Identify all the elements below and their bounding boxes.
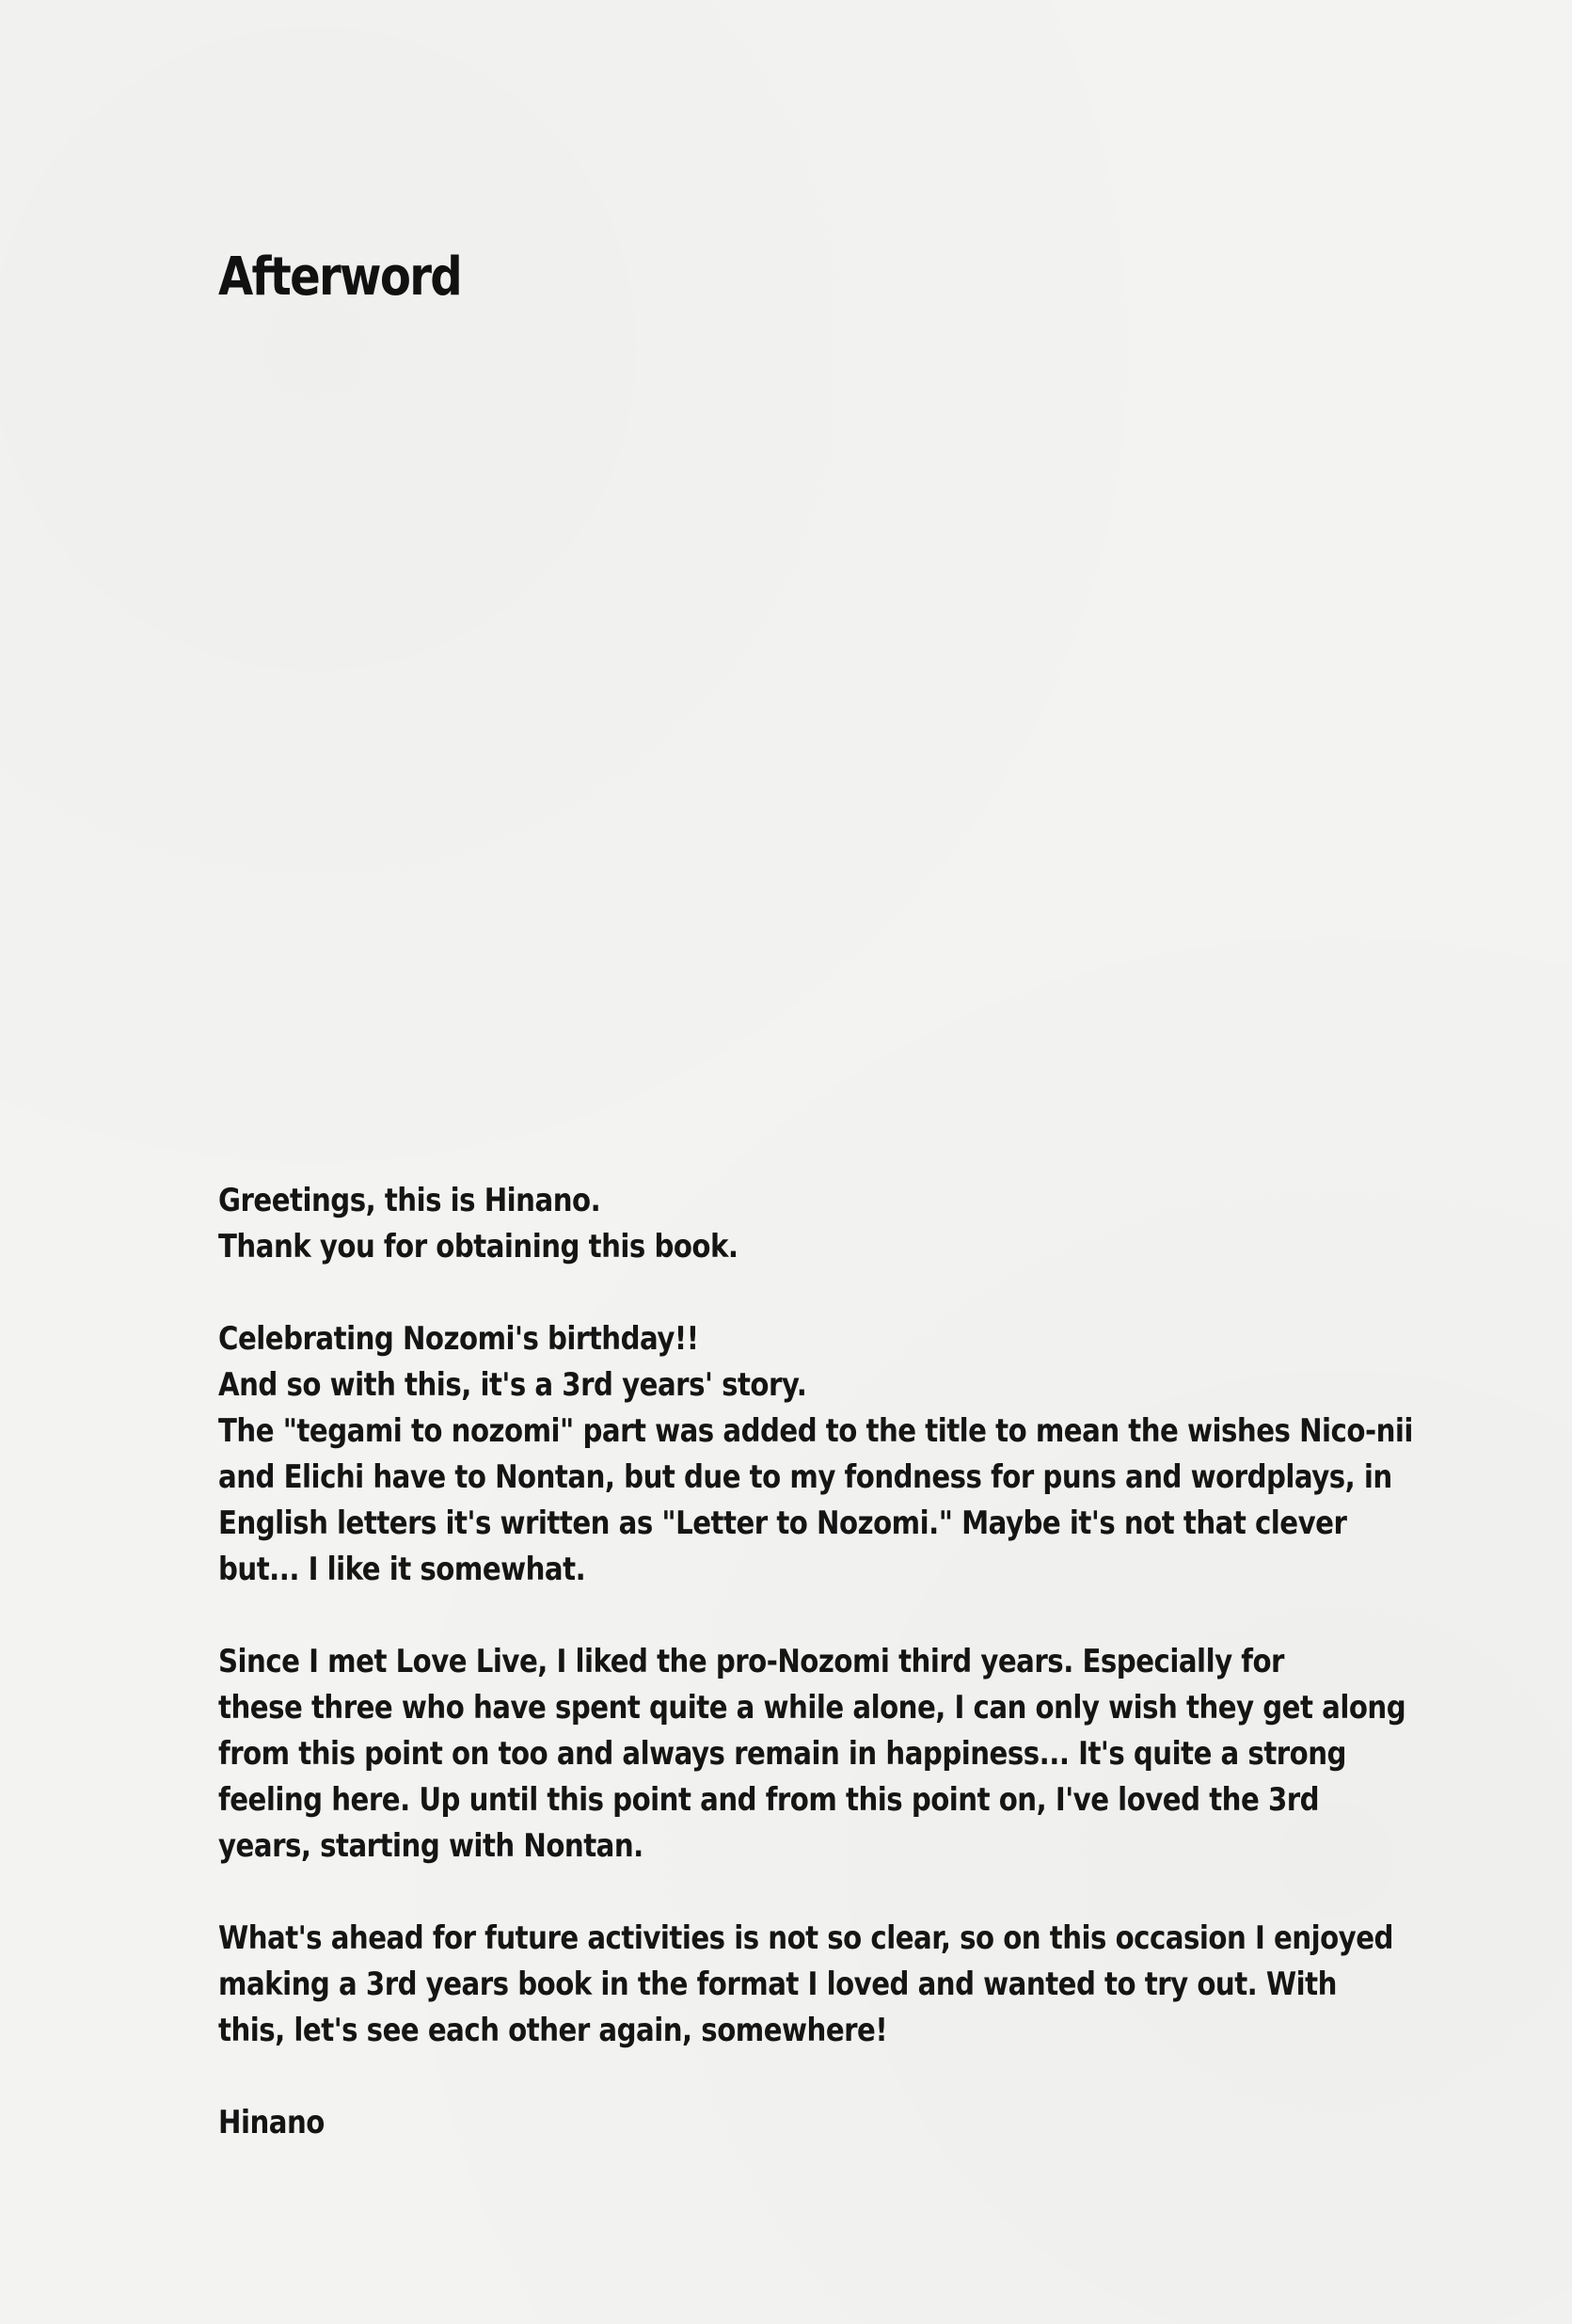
text-line: but... I like it somewhat. bbox=[218, 1551, 586, 1588]
text-line: English letters it's written as "Letter to Nozomi." Maybe it's not that clever bbox=[218, 1504, 1347, 1542]
text-line: The "tegami to nozomi" part was added to the title to mean the wishes Nico-nii bbox=[218, 1412, 1413, 1450]
text-line: feeling here. Up until this point and from this point on, I've loved the 3rd bbox=[218, 1781, 1320, 1819]
text-line: Greetings, this is Hinano. bbox=[218, 1182, 601, 1219]
text-line: and Elichi have to Nontan, but due to my fondness for puns and wordplays, in bbox=[218, 1458, 1392, 1496]
afterword-body bbox=[218, 1178, 1413, 2146]
signature: Hinano bbox=[218, 2104, 325, 2141]
paragraph-future bbox=[218, 1916, 1393, 2054]
text-line: What's ahead for future activities is not so clear, so on this occasion I enjoyed bbox=[218, 1919, 1393, 1957]
text-line: these three who have spent quite a while alone, I can only wish they get along bbox=[218, 1689, 1406, 1727]
text-line: years, starting with Nontan. bbox=[218, 1827, 643, 1865]
text-line: Thank you for obtaining this book. bbox=[218, 1228, 738, 1265]
paragraph-birthday bbox=[218, 1316, 1413, 1593]
paragraph-greeting bbox=[218, 1178, 1262, 1270]
text-line: Celebrating Nozomi's birthday!! bbox=[218, 1320, 699, 1358]
text-line: making a 3rd years book in the format I loved and wanted to try out. With bbox=[218, 1966, 1337, 2003]
paragraph-third-years bbox=[218, 1639, 1406, 1870]
text-line: from this point on too and always remain in happiness... It's quite a strong bbox=[218, 1735, 1346, 1773]
text-line: this, let's see each other again, somewhere! bbox=[218, 2012, 888, 2049]
text-line: And so with this, it's a 3rd years' story. bbox=[218, 1366, 807, 1404]
page-title: Afterword bbox=[218, 247, 461, 308]
text-line: Since I met Love Live, I liked the pro-Nozomi third years. Especially for bbox=[218, 1643, 1284, 1680]
